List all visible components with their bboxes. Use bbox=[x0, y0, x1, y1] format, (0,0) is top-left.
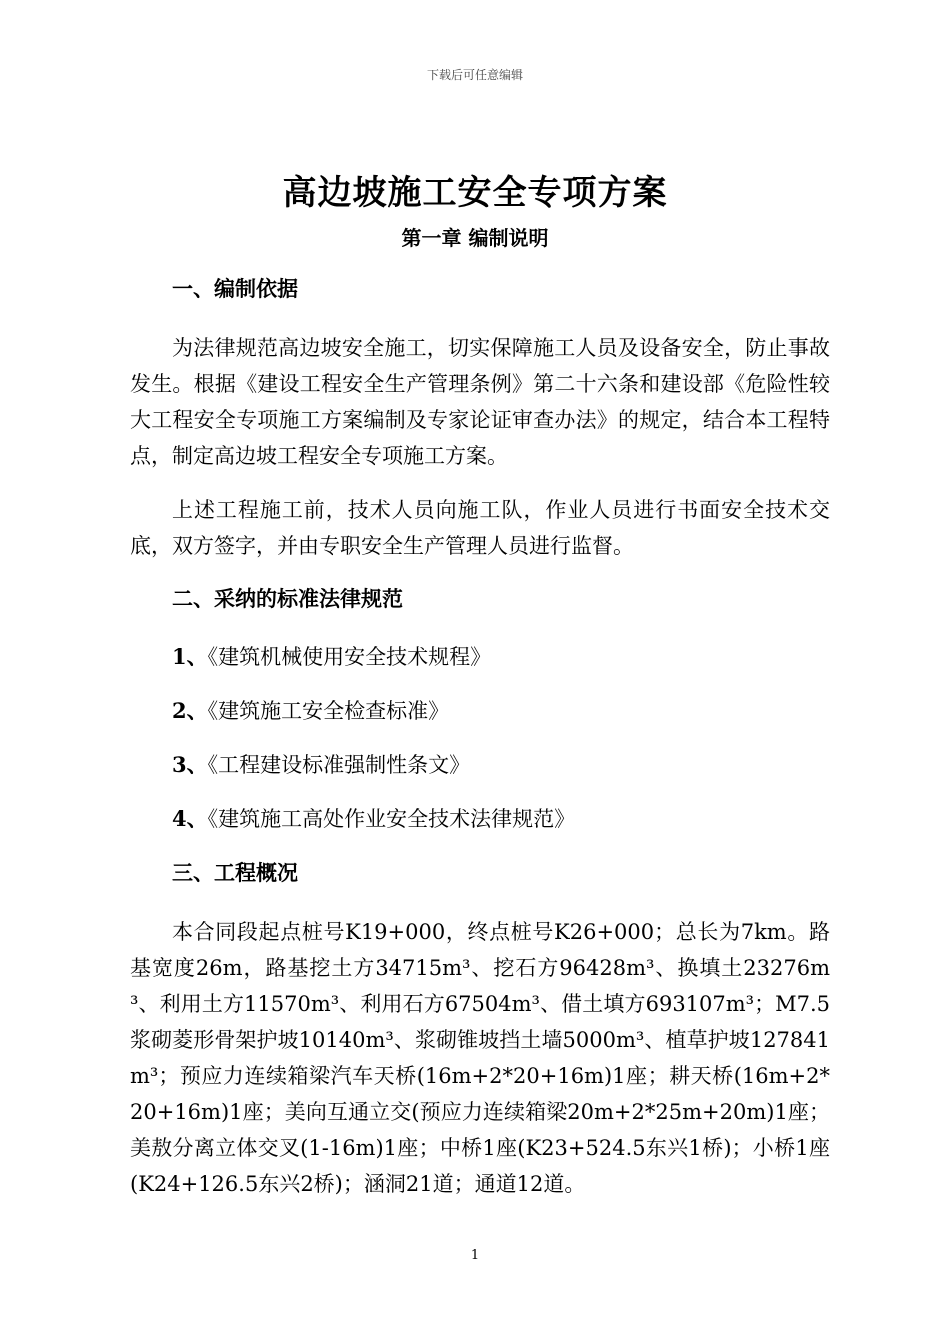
paragraph-basis-2: 上述工程施工前，技术人员向施工队，作业人员进行书面安全技术交底，双方签字，并由专职安全生产管理人员进行监督。 bbox=[130, 498, 830, 558]
list-item bbox=[130, 640, 830, 674]
list-item-text: 《建筑施工安全检查标准》 bbox=[207, 699, 450, 723]
list-item bbox=[130, 802, 830, 836]
list-item-number: 4、 bbox=[172, 806, 208, 831]
section-heading-1: 一、编制依据 bbox=[172, 276, 298, 301]
chapter-heading: 第一章 编制说明 bbox=[401, 226, 549, 250]
header-note: 下载后可任意编辑 bbox=[426, 68, 523, 82]
list-item bbox=[130, 748, 830, 782]
page-number: 1 bbox=[470, 1248, 480, 1263]
list-item-number: 2、 bbox=[172, 698, 208, 723]
section-heading-2: 二、采纳的标准法律规范 bbox=[172, 586, 403, 611]
paragraph-basis-1: 为法律规范高边坡安全施工，切实保障施工人员及设备安全，防止事故发生。根据《建设工程安全生产管理条例》第二十六条和建设部《危险性较大工程安全专项施工方案编制及专家论证审查办法》的规定，结合本工程特点，制定高边坡工程安全专项施工方案。 bbox=[130, 336, 830, 468]
section-heading-3: 三、工程概况 bbox=[172, 860, 298, 885]
document-body bbox=[130, 272, 830, 1220]
list-item-number: 3、 bbox=[172, 752, 208, 777]
list-item-text: 《建筑施工高处作业安全技术法律规范》 bbox=[207, 807, 576, 831]
list-item-number: 1、 bbox=[172, 644, 208, 669]
paragraph-overview: 本合同段起点桩号K19+000，终点桩号K26+000；总长为7km。路基宽度26m，路基挖土方34715m³、挖石方96428m³、换填土23276m³、利用土方11570m³、利用石方67504m³、借土填方693107m³；M7.5浆砌菱形骨架护坡10140m³、浆砌锥坡挡土墙5000m³、植草护坡127841m³；预应力连续箱梁汽车天桥(16m+2*20+16m)1座；耕天桥(16m+2*20+16m)1座；美向互通立交(预应力连续箱梁20m+2*25m+20m)1座；美敖分离立体交叉(1-16m)1座；中桥1座(K23+524.5东兴1桥)；小桥1座(K24+126.5东兴2桥)；涵洞21道；通道12道。 bbox=[130, 920, 830, 1196]
document-title: 高边坡施工安全专项方案 bbox=[282, 173, 668, 213]
list-item-text: 《建筑机械使用安全技术规程》 bbox=[207, 645, 492, 669]
list-item-text: 《工程建设标准强制性条文》 bbox=[207, 753, 471, 777]
list-item bbox=[130, 694, 830, 728]
